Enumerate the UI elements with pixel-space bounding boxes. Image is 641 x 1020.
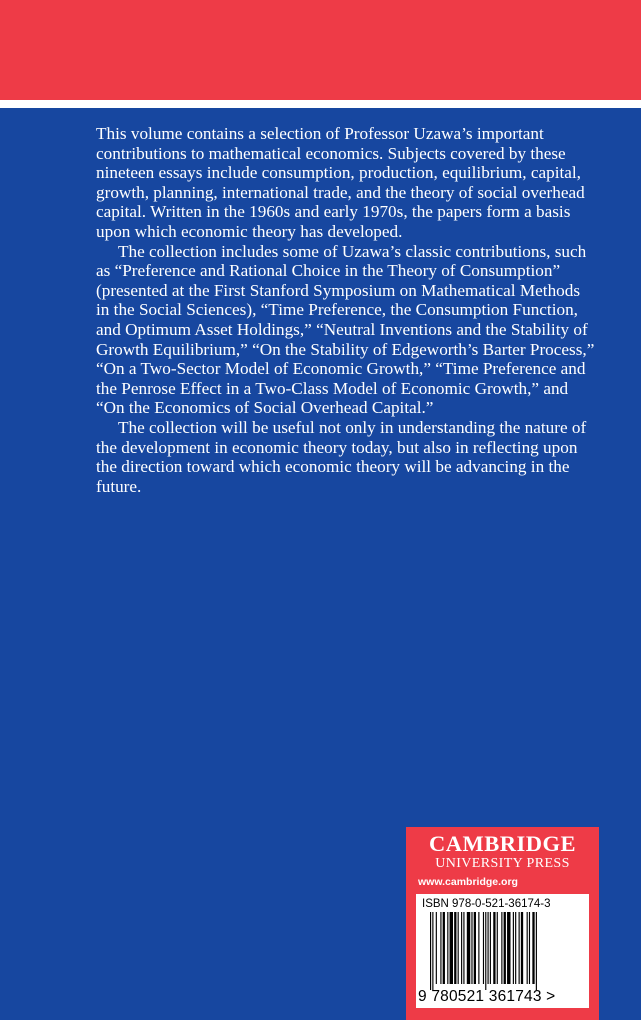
barcode-digits: 9 780521 361743 > bbox=[418, 988, 556, 1005]
barcode-bar bbox=[501, 912, 502, 984]
barcode-bar bbox=[443, 912, 445, 984]
barcode-bar bbox=[454, 912, 456, 984]
barcode-bar bbox=[440, 912, 441, 984]
barcode-bar bbox=[478, 912, 479, 984]
barcode-bar bbox=[513, 912, 514, 984]
barcode-bar bbox=[529, 912, 530, 984]
publisher-name: CAMBRIDGE bbox=[428, 831, 576, 856]
barcode-bar bbox=[458, 912, 459, 984]
publisher-url: www.cambridge.org bbox=[418, 876, 518, 888]
white-divider-stripe bbox=[0, 100, 641, 108]
barcode-bar bbox=[461, 912, 462, 984]
barcode-bar bbox=[463, 912, 464, 984]
publisher-subtitle: UNIVERSITY PRESS bbox=[435, 856, 570, 871]
barcode-bar bbox=[471, 912, 472, 984]
barcode-bar bbox=[493, 912, 495, 984]
top-red-band bbox=[0, 0, 641, 100]
barcode-bar bbox=[474, 912, 476, 984]
barcode-bar bbox=[430, 912, 431, 990]
barcode-bar bbox=[467, 912, 470, 984]
barcode-bar bbox=[488, 912, 489, 984]
barcode-bar bbox=[490, 912, 491, 984]
barcode-bar bbox=[450, 912, 453, 984]
barcode-bar bbox=[507, 912, 510, 984]
barcode-bar bbox=[432, 912, 433, 990]
barcode-bar bbox=[485, 912, 486, 990]
barcode-image bbox=[428, 912, 578, 990]
back-cover-blurb bbox=[96, 124, 596, 496]
barcode-bar bbox=[532, 912, 534, 984]
barcode-bar bbox=[519, 912, 520, 984]
barcode-bar bbox=[497, 912, 498, 984]
barcode-bar bbox=[447, 912, 448, 984]
blurb-paragraph: The collection includes some of Uzawa’s classic contributions, such as “Preference and Rational Choice in the Theory of Consumption” (presented at the First Stanford Symposium on Mathematical Methods in the Social Sciences), “Time Preference, the Consumption Function, and Optimum Asset Holdings,” “Neutral Inventions and the Stability of Growth Equilibrium,” “On the Stability of Edgeworth’s Barter Process,” “On a Two-Sector Model of Economic Growth,” “Time Preference and the Penrose Effect in a Two-Class Model of Economic Growth,” and “On the Economics of Social Overhead Capital.” bbox=[96, 241, 595, 418]
barcode-bar bbox=[504, 912, 506, 984]
isbn-barcode-box bbox=[416, 894, 589, 1008]
barcode-bar bbox=[527, 912, 528, 984]
barcode-bar bbox=[436, 912, 437, 984]
blurb-paragraph: This volume contains a selection of Professor Uzawa’s important contributions to mathematical economics. Subjects covered by these nineteen essays include consumption, production, equilibrium, capital, growth, planning, international trade, and the theory of social overhead capital. Written in the 1960s and early 1970s, the papers form a basis upon which economic theory has developed. bbox=[96, 124, 585, 241]
barcode-bar bbox=[521, 912, 523, 984]
blurb-paragraph: The collection will be useful not only in understanding the nature of the development in economic theory today, but also in reflecting upon the direction toward which economic theory will be advancing in the future. bbox=[96, 417, 587, 496]
barcode-bar bbox=[483, 912, 484, 984]
isbn-label: ISBN 978-0-521-36174-3 bbox=[422, 898, 551, 910]
barcode-bar bbox=[536, 912, 537, 990]
barcode-bar bbox=[515, 912, 516, 984]
publisher-block bbox=[406, 827, 599, 1020]
